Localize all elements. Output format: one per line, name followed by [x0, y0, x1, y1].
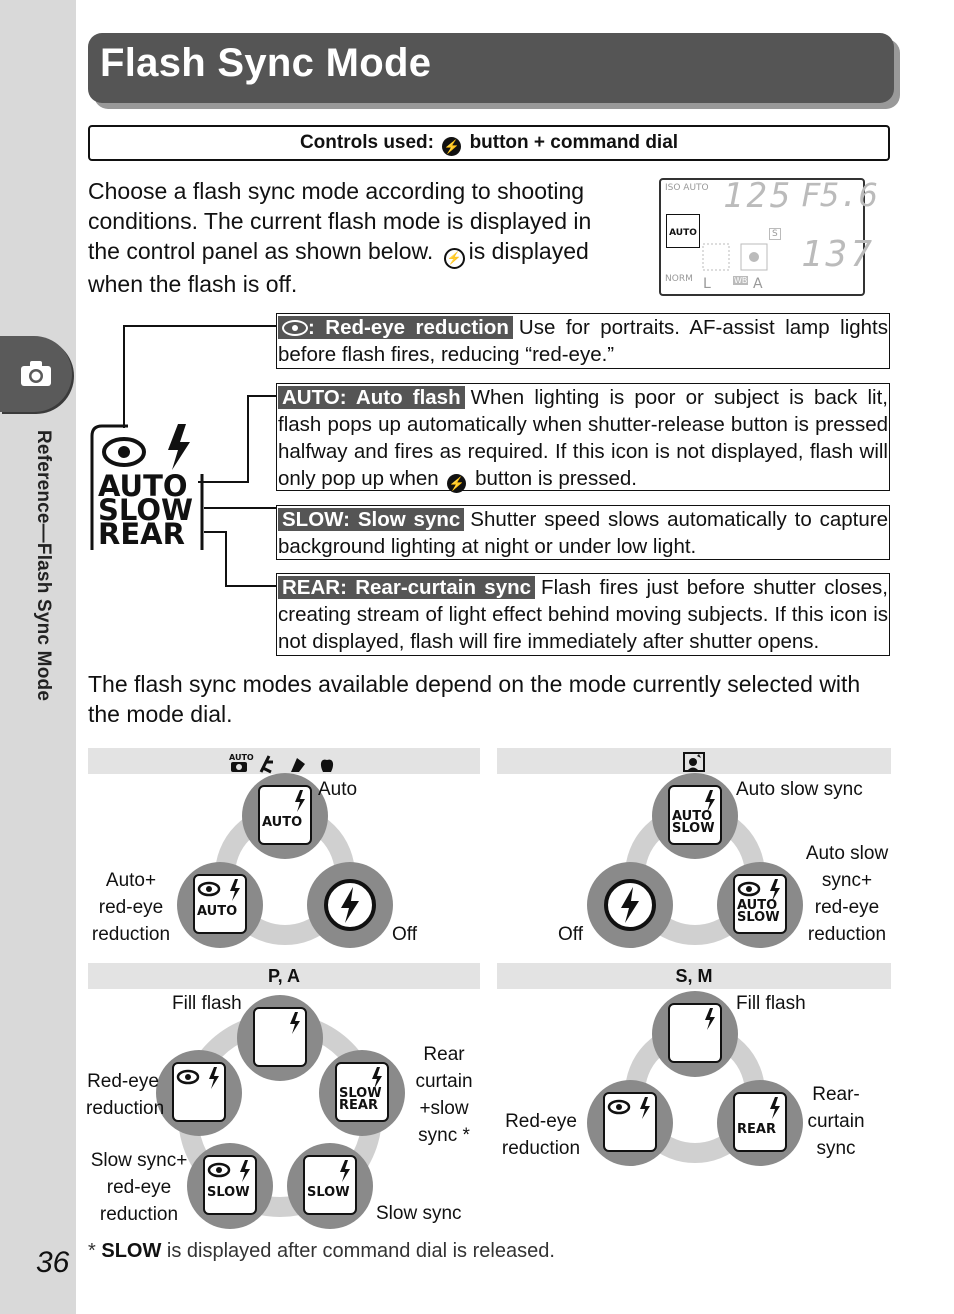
mode-desc-slow	[276, 505, 890, 560]
auto-slow-sync-icon	[652, 773, 738, 859]
fill-flash-icon	[652, 991, 738, 1077]
label-auto-slow-red-eye: Auto slow sync+ red-eye reduction	[805, 843, 889, 945]
mode-text-rear: Flash fires just before shutter closes, creating stream of light effect behind moving subjects. If this icon is not displayed, flash will fire immediately after shutter opens.	[278, 576, 888, 653]
label-red-eye-1: Red-eye reduction	[86, 1071, 165, 1119]
section-label: Reference—Flash Sync Mode	[33, 430, 54, 702]
lcd-auto-text: AUTO	[669, 228, 697, 238]
fill-flash-icon	[237, 995, 323, 1081]
lcd-size-label: L	[703, 276, 711, 292]
lcd-aperture: F5.6	[801, 176, 879, 214]
panel-head-p-a: P, A	[88, 963, 480, 989]
footnote	[88, 1240, 555, 1263]
panel-head-night-portrait	[497, 748, 891, 774]
availability-paragraph: The flash sync modes available depend on the mode currently selected with the mode dial.	[88, 671, 861, 727]
flash-off-icon: ⚡	[444, 248, 465, 269]
footnote-star: *	[88, 1240, 96, 1262]
flash-mode-legend-icon	[88, 420, 208, 552]
red-eye-icon	[587, 1080, 673, 1166]
label-slow-sync: Slow sync	[376, 1203, 462, 1224]
mode-tag-slow: SLOW: Slow sync	[278, 508, 464, 531]
lcd-norm-label: NORM	[665, 274, 693, 284]
mode-tag-rear: REAR: Rear-curtain sync	[278, 576, 535, 599]
mode-text-auto-after: button is pressed.	[475, 467, 637, 490]
intro-paragraph	[88, 176, 620, 299]
mode-icon-rear: REAR	[98, 517, 185, 551]
label-auto: Auto	[318, 779, 358, 800]
mode-icon-slow: SLOW	[98, 493, 193, 527]
footnote-bold: SLOW	[101, 1240, 162, 1262]
icon-text-auto: AUTO	[737, 898, 778, 913]
icon-text-auto: AUTO	[672, 809, 713, 824]
icon-text-auto: AUTO	[262, 815, 303, 830]
controls-prefix: Controls used:	[299, 132, 434, 153]
controls-suffix: button + command dial	[469, 132, 679, 153]
icon-text-slow: SLOW	[307, 1185, 350, 1200]
mode-text-red-eye: Use for portraits. AF-assist lamp lights before flash fires, reducing “red-eye.”	[278, 316, 888, 366]
icon-text-slow: SLOW	[207, 1185, 250, 1200]
label-rear-curtain: Rear- curtain sync	[807, 1084, 865, 1159]
mode-tag-red-eye-text: : Red-eye reduction	[308, 316, 509, 339]
auto-red-eye-icon	[177, 862, 263, 948]
mode-tag-auto: AUTO: Auto flash	[278, 386, 465, 409]
camera-icon	[20, 358, 52, 388]
lcd-meter-icons	[701, 240, 771, 274]
label-off-2: Off	[558, 924, 583, 945]
label-red-eye-2: Red-eye reduction	[501, 1111, 581, 1159]
mode-desc-red-eye	[276, 313, 890, 369]
mode-desc-rear	[276, 573, 890, 656]
night-portrait-icon	[682, 751, 706, 773]
wheel-scene-modes	[160, 772, 410, 952]
flash-off-icon	[587, 862, 673, 948]
panel-head-scene-modes	[88, 748, 480, 774]
label-rear-slow: Rear curtain +slow sync *	[415, 1044, 473, 1146]
lcd-shutter: 125	[723, 176, 794, 216]
icon-text-auto: AUTO	[197, 904, 238, 919]
svg-text:AUTO: AUTO	[229, 753, 254, 763]
mode-text-slow: Shutter speed slows automatically to capture background lighting at night or under low light.	[278, 508, 889, 558]
lcd-wb-label: WB	[734, 276, 748, 285]
icon-text-slow: SLOW	[672, 821, 715, 836]
red-eye-icon	[156, 1050, 242, 1136]
lcd-iso-label: ISO AUTO	[665, 183, 709, 193]
label-slow-red-eye: Slow sync+ red-eye reduction	[90, 1150, 188, 1225]
slow-red-eye-icon	[187, 1143, 273, 1229]
footnote-text: is displayed after command dial is released.	[166, 1240, 555, 1262]
icon-text-slow: SLOW	[339, 1086, 382, 1101]
flash-off-icon	[307, 862, 393, 948]
panel-head-s-m: S, M	[497, 963, 891, 989]
page-number: 36	[36, 1246, 70, 1279]
mode-icon-auto: AUTO	[98, 469, 188, 503]
title-bar	[88, 33, 894, 103]
control-panel-display	[659, 176, 879, 296]
flash-mode-icon	[88, 420, 208, 552]
controls-used-box	[88, 125, 890, 161]
lcd-auto-flash-indicator	[666, 214, 700, 248]
flash-button-icon: ⚡	[443, 139, 460, 154]
label-auto-slow-sync: Auto slow sync	[736, 779, 863, 800]
flash-button-icon: ⚡	[448, 476, 466, 491]
icon-text-rear: REAR	[339, 1098, 378, 1113]
scene-mode-icons	[219, 750, 349, 774]
intro-text-after: is displayed when the flash is off.	[88, 238, 589, 297]
slow-sync-icon	[287, 1143, 373, 1229]
icon-text-slow: SLOW	[737, 910, 780, 925]
label-auto-red-eye: Auto+ red-eye reduction	[91, 870, 171, 945]
auto-slow-red-eye-icon	[717, 862, 803, 948]
lcd-frame-count: 137	[801, 234, 876, 275]
auto-flash-icon	[242, 773, 328, 859]
lcd-s-label: S	[769, 228, 781, 240]
rear-slow-icon	[319, 1050, 405, 1136]
icon-text-rear: REAR	[737, 1122, 776, 1137]
label-off-1: Off	[392, 924, 417, 945]
intro-text-before: Choose a flash sync mode according to shooting conditions. The current flash mode is displayed in the control panel as shown below.	[88, 178, 592, 264]
wheel-s-m	[570, 990, 820, 1170]
mode-desc-auto	[276, 383, 890, 491]
label-fill-flash-2: Fill flash	[736, 993, 806, 1014]
lcd-wb-value: A	[753, 276, 763, 292]
label-fill-flash-1: Fill flash	[172, 993, 242, 1014]
red-eye-icon	[282, 320, 308, 336]
rear-curtain-icon	[717, 1080, 803, 1166]
mode-text-auto-before: When lighting is poor or subject is back lit, flash pops up automatically when shutter-release button is pressed halfway and fires as required. If this icon is not displayed, flash will only pop up when	[278, 386, 888, 490]
mode-tag-red-eye	[278, 316, 513, 339]
page-title: Flash Sync Mode	[100, 41, 432, 85]
